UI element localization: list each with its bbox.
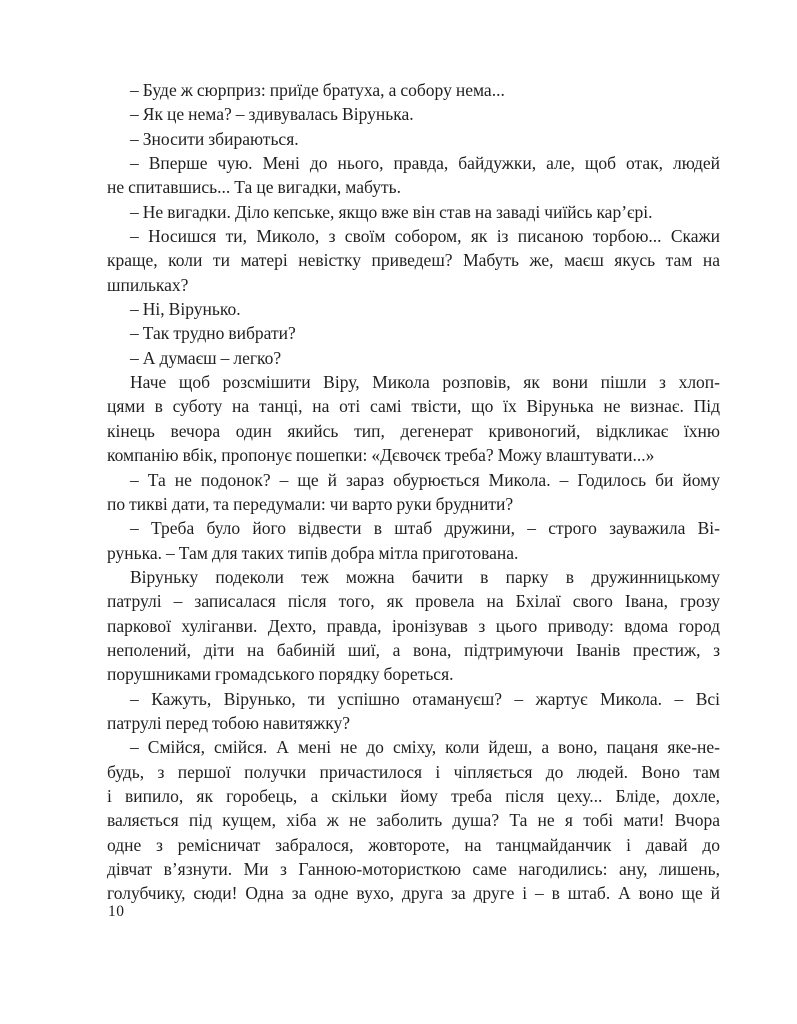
text-line: не спитавшись... Та це вигадки, мабуть.	[107, 177, 401, 198]
paragraph	[107, 200, 720, 224]
text-block	[107, 78, 720, 906]
text-line: – А думаєш – легко?	[130, 347, 282, 368]
text-line: рунька. – Там для таких типів добра мітла приготована.	[107, 542, 519, 563]
paragraph	[107, 102, 720, 126]
text-line: краще, коли ти матері невістку приведеш? Мабуть же, маєш якусь там на	[107, 250, 720, 271]
text-line: по тикві дати, та передумали: чи варто руки бруднити?	[107, 493, 514, 514]
text-line: – Так трудно вибрати?	[130, 323, 296, 344]
text-line: цями в суботу на танці, на оті самі твісти, що їх Вірунька не визнає. Під	[107, 396, 720, 417]
paragraph	[107, 687, 720, 736]
text-line: – Вперше чую. Мені до нього, правда, байдужки, але, щоб отак, людей	[130, 153, 720, 174]
text-line: голубчику, сюди! Одна за одне вухо, друга за друге і – в штаб. А воно ще й	[107, 883, 720, 904]
text-line: – Смійся, смійся. А мені не до сміху, коли йдеш, а воно, пацаня яке-не-	[130, 737, 720, 758]
text-line: компанію вбік, пропонує пошепки: «Дєвочєк треба? Можу влаштувати...»	[107, 445, 655, 466]
paragraph	[107, 468, 720, 517]
paragraph	[107, 516, 720, 565]
text-line: одне з ремісничат забралося, жовтороте, на танцмайданчик і давай до	[107, 834, 720, 855]
text-line: порушниками громадського порядку бореться.	[107, 664, 454, 685]
text-line: – Як це нема? – здивувалась Вірунька.	[130, 104, 414, 125]
paragraph	[107, 370, 720, 467]
paragraph	[107, 151, 720, 200]
text-line: валяється під кущем, хіба ж не заболить душа? Та не я тобі мати! Вчора	[107, 810, 720, 831]
text-line: дівчат в’язнути. Ми з Ганною-мотористкою саме нагодились: ану, лишень,	[107, 859, 720, 879]
text-line: – Треба було його відвести в штаб дружини, – строго зауважила Ві-	[130, 518, 720, 539]
text-line: – Носишся ти, Миколо, з своїм собором, як із писаною торбою... Скажи	[130, 226, 720, 247]
paragraph	[107, 735, 720, 905]
paragraph	[107, 78, 720, 102]
text-line: – Кажуть, Вірунько, ти успішно отамануєш? – жартує Микола. – Всі	[130, 688, 720, 709]
text-line: будь, з першої получки причастилося і чіпляється до людей. Воно там	[107, 761, 720, 782]
text-line: і випило, як горобець, а скільки йому треба після цеху... Бліде, дохле,	[107, 785, 720, 806]
text-line: неполений, діти на бабиній шиї, а вона, підтримуючи Іванів престиж, з	[107, 639, 720, 660]
text-line: Віруньку подеколи теж можна бачити в парку в дружинницькому	[130, 566, 720, 587]
text-line: – Буде ж сюрприз: приїде братуха, а собору нема...	[130, 80, 505, 100]
text-line: Наче щоб розсмішити Віру, Микола розповів, як вони пішли з хлоп-	[130, 372, 720, 393]
text-line: – Зносити збираються.	[130, 128, 299, 149]
paragraph	[107, 321, 720, 345]
paragraph	[107, 297, 720, 321]
text-line: паркової хуліганви. Дехто, правда, іронізував з цього приводу: вдома город	[107, 615, 720, 636]
paragraph	[107, 127, 720, 151]
text-line: патрулі – записалася після того, як провела на Бхілаї свого Івана, грозу	[107, 591, 720, 612]
text-line: – Ні, Вірунько.	[130, 299, 241, 320]
page-number: 10	[108, 903, 125, 920]
text-line: шпильках?	[107, 274, 189, 295]
text-line: – Та не подонок? – ще й зараз обурюється Микола. – Годилось би йому	[130, 469, 720, 490]
text-line: – Не вигадки. Діло кепське, якщо вже він став на заваді чиїйсь кар’єрі.	[130, 201, 653, 222]
paragraph	[107, 346, 720, 370]
text-line: кінець вечора один якийсь тип, дегенерат кривоногий, відкликає їхню	[107, 420, 720, 441]
paragraph	[107, 565, 720, 687]
paragraph	[107, 224, 720, 297]
text-line: патрулі перед тобою навитяжку?	[107, 712, 351, 733]
